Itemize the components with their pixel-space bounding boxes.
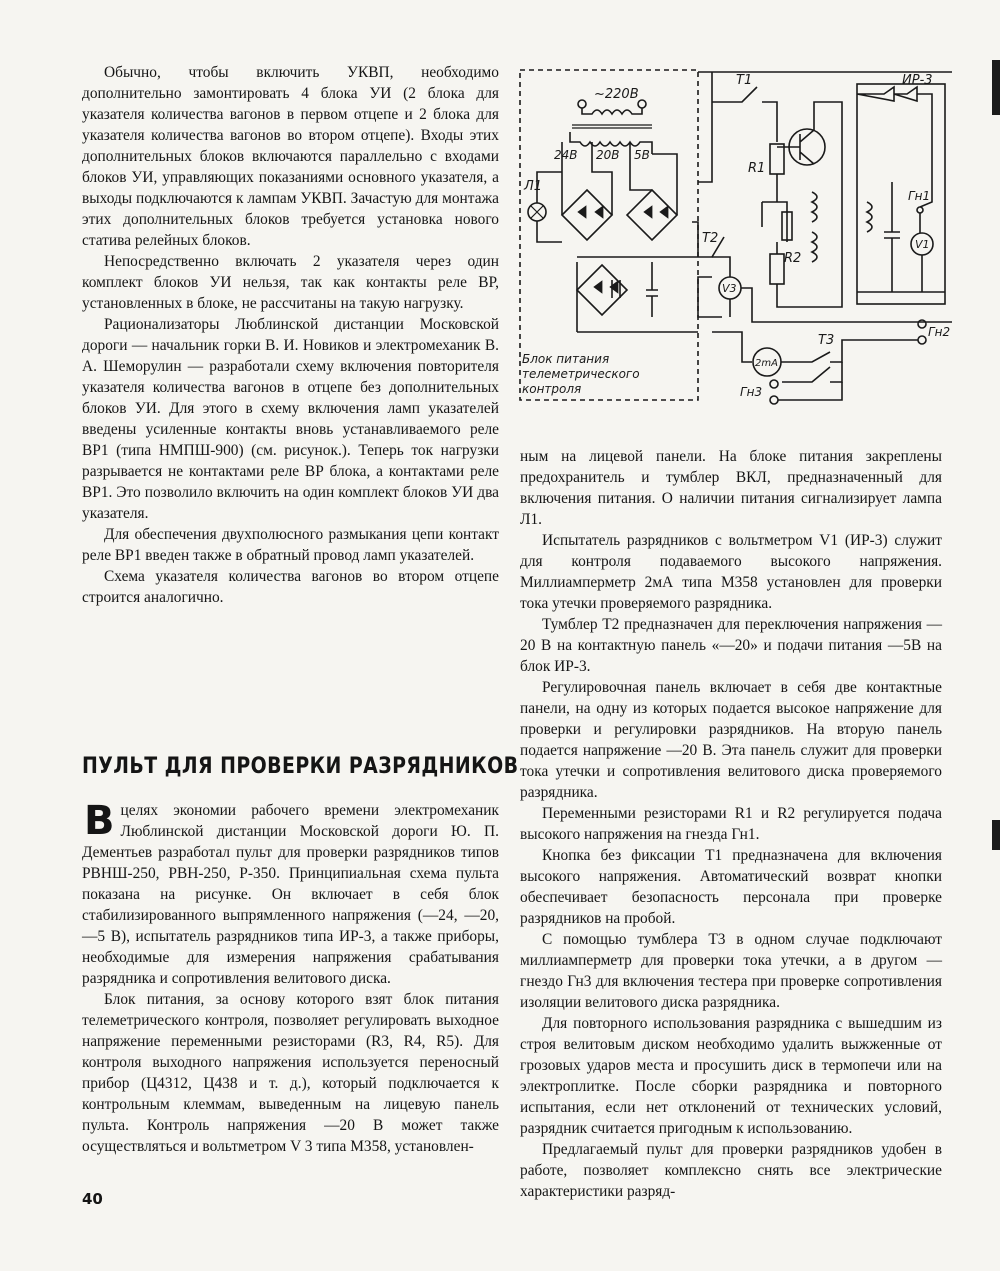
- label-t2: Т2: [702, 231, 719, 246]
- paragraph: Непосредственно включать 2 указателя через один комплект блоков УИ нельзя, так как контакты реле ВР, установленных в блоке, не рассчитаны на такую нагрузку.: [82, 253, 499, 312]
- socket-gn3-icon: [770, 380, 778, 388]
- paragraph: Регулировочная панель включает в себя две контактные панели, на одну из которых подается высокое напряжение для проверки и регулировки разрядников. На вторую панель подается напряжение —20 В. Эта панель служит для проверки тока утечки и сопротивления велитового диска проверяемого разрядника.: [520, 679, 942, 801]
- rectifier-bridge-icon: [562, 190, 612, 240]
- mains-terminal-icon: [578, 100, 586, 108]
- paragraph: Кнопка без фиксации Т1 предназначена для включения высокого напряжения. Автоматический возврат кнопки обеспечивает безопасность персонала при проверке разрядников на пробой.: [520, 847, 942, 927]
- socket-gn3-icon: [770, 396, 778, 404]
- mains-terminal-icon: [638, 100, 646, 108]
- paragraph: Испытатель разрядников с вольтметром V1 (ИР-3) служит для контроля подаваемого высокого напряжения. Миллиамперметр 2мА типа М358 установлен для проверки тока утечки проверяемого разрядника.: [520, 532, 942, 612]
- drop-cap: В: [84, 798, 115, 844]
- power-supply-block-outline: [520, 70, 698, 400]
- label-l1: Л1: [524, 179, 543, 194]
- paragraph: Для повторного использования разрядника с вышедшим из строя велитовым диском необходимо удалить выжженные от грозовых ударов места и просушить диск в термопечи или на электроплитке. После сборки разрядника и повторного испытания, если нет отклонений от технических условий, разрядник считается пригодным к использованию.: [520, 1015, 942, 1137]
- circuit-diagram: [512, 62, 952, 442]
- paragraph: Для обеспечения двухполюсного размыкания цепи контакт реле ВР1 введен также в обратный провод ламп указателей.: [82, 526, 499, 564]
- article-first-paragraph: [82, 800, 499, 989]
- socket-gn2-icon: [918, 336, 926, 344]
- scan-edge-mark: [992, 820, 1000, 850]
- label-t1: Т1: [736, 73, 753, 88]
- figure-caption: Блок питания телеметрического контроля: [522, 352, 640, 396]
- resistor-r2-icon: [770, 254, 784, 284]
- paragraph: ным на лицевой панели. На блоке питания закреплены предохранитель и тумблер ВКЛ, предназначенный для включения питания. О наличии питания сигнализирует лампа Л1.: [520, 448, 942, 528]
- button-t1-icon: [712, 87, 777, 142]
- label-gn2: Гн2: [928, 325, 951, 339]
- article-right-column: [520, 446, 942, 1202]
- paragraph: Предлагаемый пульт для проверки разрядников удобен в работе, позволяет комплексно снять все электрические характеристики разряд-: [520, 1141, 942, 1200]
- label-r2: R2: [784, 251, 802, 266]
- transformer-primary-icon: [582, 108, 642, 114]
- label-20v: 20В: [596, 148, 620, 162]
- label-ir3: ИР-3: [902, 73, 933, 88]
- label-ma: 2mA: [755, 358, 778, 369]
- scan-edge-mark: [992, 60, 1000, 115]
- socket-gn1-icon: [917, 207, 923, 213]
- label-v1: V1: [915, 238, 930, 251]
- coil-icon: [867, 202, 872, 232]
- paragraph: Рационализаторы Люблинской дистанции Московской дороги — начальник горки В. И. Новиков и электромеханик В. А. Шеморулин — разработали схему включения повторителя указателя количества вагонов в отцепе без дополнительных блоков УИ. Для этого в схему включения ламп указателей введены усиленные контакты вновь устанавливаемого реле ВР1 (типа НМПШ-900) (см. рисунок.). Теперь ток нагрузки разрывается не контактами реле ВР блока, а контактами реле ВР1. Это позволило включить на один комплект блоков УИ два указателя.: [82, 316, 499, 522]
- paragraph: Обычно, чтобы включить УКВП, необходимо дополнительно замонтировать 4 блока УИ (2 блока для указателя количества вагонов в первом отцепе и 2 блока для указателя количества вагонов во втором отцепе). Входы этих дополнительных блоков включаются параллельно с входами блоков УИ, управляющих показаниями основного указателя, а выходы подключаются к лампам УКВП. Зачастую для монтажа этих дополнительных блоков требуется установка нового статива релейных блоков.: [82, 64, 499, 249]
- paragraph: С помощью тумблера Т3 в одном случае подключают миллиамперметр для проверки тока утечки, а в другом — гнездо Гн3 для включения тестера при проверке сопротивления изоляции велитового диска разрядника.: [520, 931, 942, 1011]
- label-24v: 24В: [554, 148, 578, 162]
- coil-icon: [812, 192, 817, 222]
- label-r1: R1: [748, 161, 766, 176]
- label-t3: Т3: [818, 333, 835, 348]
- label-v3: V3: [722, 282, 737, 295]
- first-paragraph-text: целях экономии рабочего времени электромеханик Люблинской дистанции Московской дороги Ю. П. Дементьев разработал пульт для проверки разрядников типов РВНШ-250, РВН-250, Р-350. Принципиальная схема пульта показана на рисунке. Он включает в себя блок стабилизированного выпрямленного напряжения (—24, —20, —5 В), испытатель разрядников типа ИР-3, а также приборы, необходимые для измерения напряжения срабатывания разрядника и сопротивления велитового диска.: [82, 802, 499, 987]
- paragraph: Тумблер Т2 предназначен для переключения напряжения —20 В на контактную панель «—20» и подачи питания —5В на блок ИР-3.: [520, 616, 942, 675]
- coil-icon: [812, 232, 817, 262]
- article-left-column: [82, 800, 499, 1157]
- paragraph: Схема указателя количества вагонов во втором отцепе строится аналогично.: [82, 568, 499, 606]
- diode-icon: [857, 87, 917, 101]
- page-number: 40: [82, 1190, 103, 1208]
- label-gn3: Гн3: [740, 385, 763, 399]
- tumbler-t3-icon: [782, 362, 842, 382]
- resistor-r1-icon: [770, 144, 784, 174]
- left-column-text: [82, 62, 499, 608]
- label-gn1: Гн1: [908, 189, 931, 203]
- paragraph: Переменными резисторами R1 и R2 регулируется подача высокого напряжения на гнезда Гн1.: [520, 805, 942, 843]
- label-5v: 5В: [634, 148, 650, 162]
- article-title: ПУЛЬТ ДЛЯ ПРОВЕРКИ РАЗРЯДНИКОВ: [82, 754, 519, 779]
- paragraph: Блок питания, за основу которого взят блок питания телеметрического контроля, позволяет регулировать выходное напряжение переменными резисторами (R3, R4, R5). Для контроля выходного напряжения используется переносный прибор (Ц4312, Ц438 и т. д.), который подключается к контрольным клеммам, выведенным на лицевую панель пульта. Контроль напряжения —20 В может также осуществляться и вольтметром V 3 типа М358, установлен-: [82, 991, 499, 1155]
- label-mains: ~220В: [594, 87, 639, 102]
